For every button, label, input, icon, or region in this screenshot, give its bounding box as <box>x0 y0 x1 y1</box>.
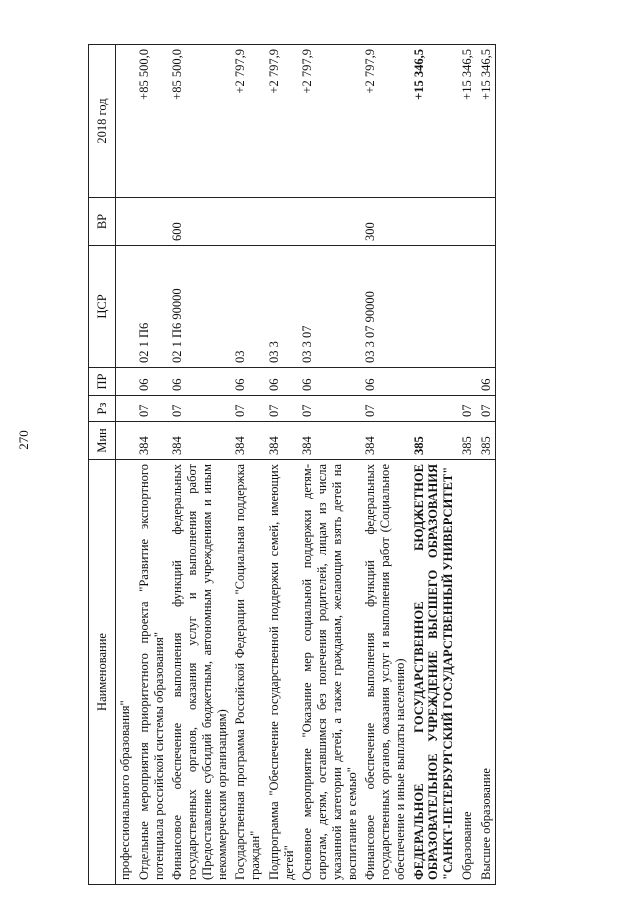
cell-vr: 600 <box>168 198 231 246</box>
cell-amount: +2 797,9 <box>231 45 265 198</box>
header-vr: ВР <box>89 198 116 246</box>
cell-pr: 06 <box>135 368 169 396</box>
cell-rz: 07 <box>265 396 299 422</box>
cell-csr: 03 3 07 90000 <box>361 246 409 368</box>
table-header <box>89 45 116 885</box>
cell-rz: 07 <box>168 396 231 422</box>
cell-csr <box>477 246 496 368</box>
cell-pr <box>410 368 458 396</box>
table-body <box>116 45 496 885</box>
cell-name: Отдельные мероприятия приоритетного проекта "Развитие экспортного потенциала российской системы образования" <box>135 460 169 885</box>
cell-vr <box>410 198 458 246</box>
header-min: Мин <box>89 422 116 460</box>
cell-name: Финансовое обеспечение выполнения функций федеральных государственных органов, оказания услуг и выполнения работ (Социальное обеспечение и иные выплаты населению) <box>361 460 409 885</box>
cell-vr <box>298 198 361 246</box>
cell-amount: +2 797,9 <box>265 45 299 198</box>
header-row <box>89 45 116 885</box>
cell-min <box>116 422 135 460</box>
cell-pr: 06 <box>298 368 361 396</box>
cell-min: 384 <box>231 422 265 460</box>
cell-min: 385 <box>477 422 496 460</box>
cell-amount: +2 797,9 <box>298 45 361 198</box>
cell-vr <box>116 198 135 246</box>
cell-min: 384 <box>361 422 409 460</box>
cell-vr: 300 <box>361 198 409 246</box>
cell-csr: 02 1 П6 <box>135 246 169 368</box>
header-name: Наименование <box>89 460 116 885</box>
cell-vr <box>265 198 299 246</box>
table-row <box>477 45 496 885</box>
cell-csr <box>116 246 135 368</box>
cell-amount: +2 797,9 <box>361 45 409 198</box>
cell-vr <box>231 198 265 246</box>
cell-pr: 06 <box>231 368 265 396</box>
table-row <box>265 45 299 885</box>
cell-name: Государственная программа Российской Федерации "Социальная поддержка граждан" <box>231 460 265 885</box>
cell-csr: 03 3 07 <box>298 246 361 368</box>
page-number: 270 <box>16 430 31 450</box>
table-row <box>458 45 477 885</box>
cell-name: ФЕДЕРАЛЬНОЕ ГОСУДАРСТВЕННОЕ БЮДЖЕТНОЕ ОБРАЗОВАТЕЛЬНОЕ УЧРЕЖДЕНИЕ ВЫСШЕГО ОБРАЗОВАНИЯ "САНКТ-ПЕТЕРБУРГСКИЙ ГОСУДАРСТВЕННЫЙ УНИВЕРСИТЕТ" <box>410 460 458 885</box>
cell-rz <box>410 396 458 422</box>
cell-csr: 02 1 П6 90000 <box>168 246 231 368</box>
cell-amount <box>116 45 135 198</box>
cell-min: 384 <box>265 422 299 460</box>
cell-amount: +85 500,0 <box>168 45 231 198</box>
cell-amount: +15 346,5 <box>458 45 477 198</box>
header-rz: Рз <box>89 396 116 422</box>
cell-rz: 07 <box>298 396 361 422</box>
cell-name: Финансовое обеспечение выполнения функций федеральных государственных органов, оказания услуг и выполнения работ (Предоставление субсидий бюджетным, автономным учреждениям и иным некоммерческим организациям) <box>168 460 231 885</box>
cell-csr <box>458 246 477 368</box>
cell-rz: 07 <box>458 396 477 422</box>
cell-min: 385 <box>458 422 477 460</box>
cell-name: Основное мероприятие "Оказание мер социальной поддержки детям-сиротам, детям, оставшимся без попечения родителей, лицам из числа указанной категории детей, а также гражданам, желающим взять детей на воспитание в семью" <box>298 460 361 885</box>
cell-name: Подпрограмма "Обеспечение государственной поддержки семей, имеющих детей" <box>265 460 299 885</box>
cell-pr: 06 <box>265 368 299 396</box>
cell-vr <box>135 198 169 246</box>
cell-rz: 07 <box>135 396 169 422</box>
cell-csr <box>410 246 458 368</box>
cell-pr <box>116 368 135 396</box>
table-row <box>116 45 135 885</box>
cell-rz: 07 <box>361 396 409 422</box>
cell-csr: 03 3 <box>265 246 299 368</box>
header-amount: 2018 год <box>89 45 116 198</box>
header-csr: ЦСР <box>89 246 116 368</box>
table-row <box>168 45 231 885</box>
table-row <box>410 45 458 885</box>
cell-name: профессионального образования" <box>116 460 135 885</box>
header-pr: ПР <box>89 368 116 396</box>
cell-pr: 06 <box>477 368 496 396</box>
cell-name: Образование <box>458 460 477 885</box>
cell-pr: 06 <box>361 368 409 396</box>
cell-min: 384 <box>168 422 231 460</box>
cell-name: Высшее образование <box>477 460 496 885</box>
budget-table <box>88 44 496 885</box>
cell-amount: +85 500,0 <box>135 45 169 198</box>
table-row <box>231 45 265 885</box>
table-row <box>135 45 169 885</box>
cell-min: 385 <box>410 422 458 460</box>
cell-amount: +15 346,5 <box>410 45 458 198</box>
table-row <box>361 45 409 885</box>
cell-pr <box>458 368 477 396</box>
cell-rz: 07 <box>477 396 496 422</box>
cell-min: 384 <box>298 422 361 460</box>
cell-pr: 06 <box>168 368 231 396</box>
cell-rz: 07 <box>231 396 265 422</box>
budget-table-frame <box>88 45 608 885</box>
table-row <box>298 45 361 885</box>
cell-rz <box>116 396 135 422</box>
cell-vr <box>458 198 477 246</box>
cell-min: 384 <box>135 422 169 460</box>
cell-vr <box>477 198 496 246</box>
cell-csr: 03 <box>231 246 265 368</box>
cell-amount: +15 346,5 <box>477 45 496 198</box>
